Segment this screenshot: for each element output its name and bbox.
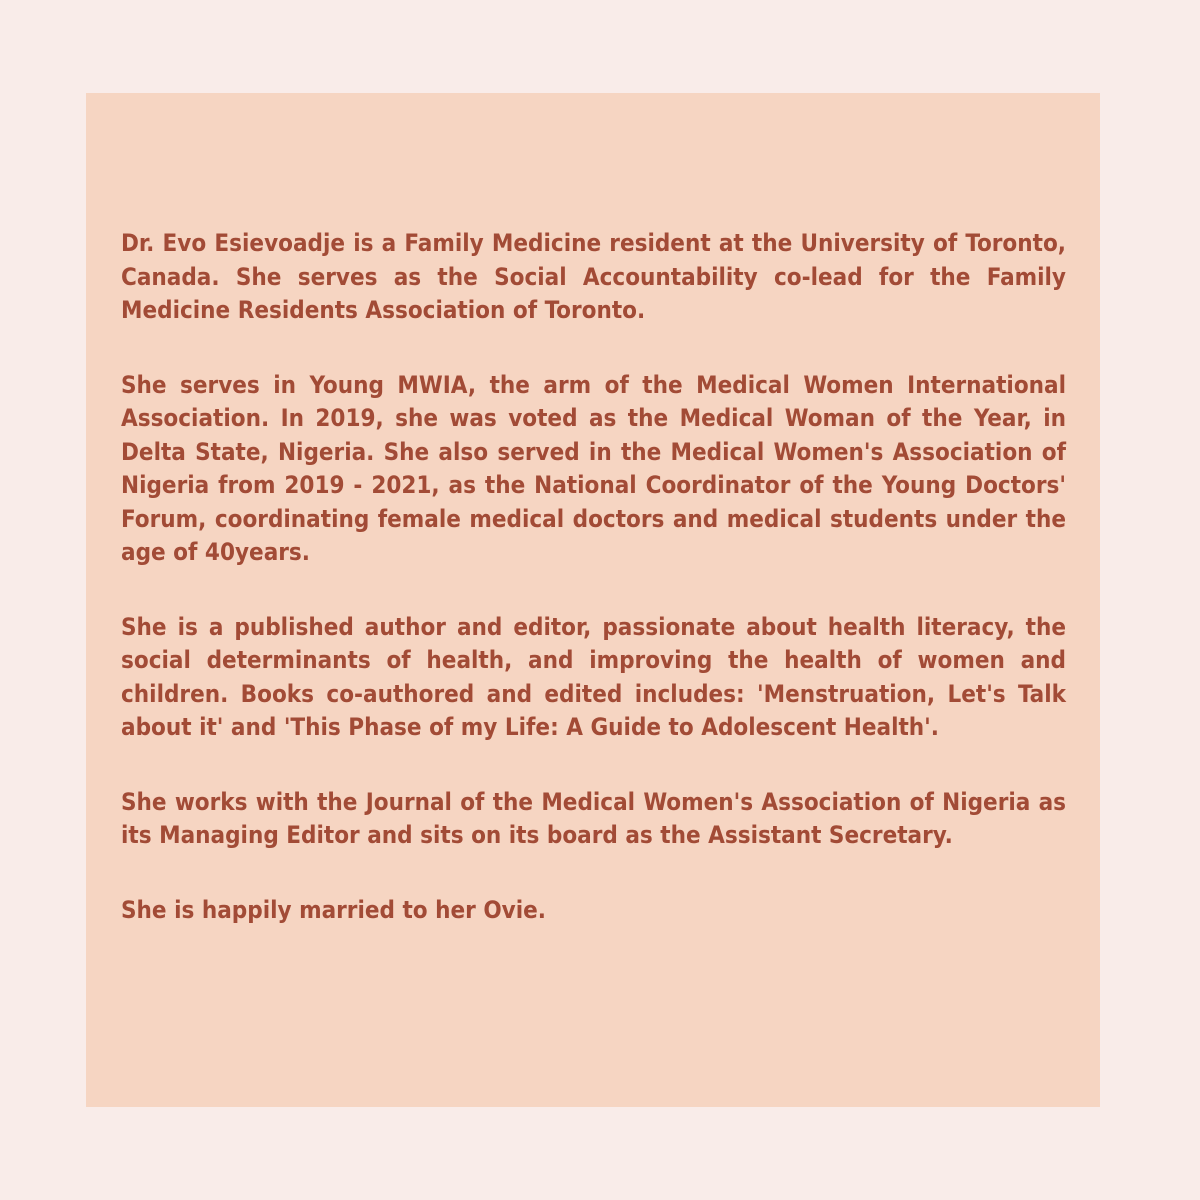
bio-paragraph-mwia: She serves in Young MWIA, the arm of the Medical Women International Association. In 2019, she was voted as the Medical Woman of the Year, in Delta State, Nigeria. She also served in the Medical Women's Association of Nigeria from 2019 - 2021, as the National Coordinator of the Young Doctors' Forum, coordinating female medical doctors and medical students under the age of 40years.: [121, 370, 1066, 566]
bio-paragraph-residency: Dr. Evo Esievoadje is a Family Medicine resident at the University of Toronto, Canada. She serves as the Social Accountability co-lead for the Family Medicine Residents Association of Toronto.: [121, 229, 1066, 324]
bio-paragraph-personal: She is happily married to her Ovie.: [121, 895, 546, 924]
bio-card: [86, 93, 1100, 1107]
bio-paragraph-journal: She works with the Journal of the Medical Women's Association of Nigeria as its Managing Editor and sits on its board as the Assistant Secretary.: [121, 787, 1066, 849]
bio-paragraph-author: She is a published author and editor, passionate about health literacy, the social determinants of health, and improving the health of women and children. Books co-authored and edited includes: 'Menstruation, Let's Talk about it' and 'This Phase of my Life: A Guide to Adolescent Health'.: [121, 612, 1066, 741]
